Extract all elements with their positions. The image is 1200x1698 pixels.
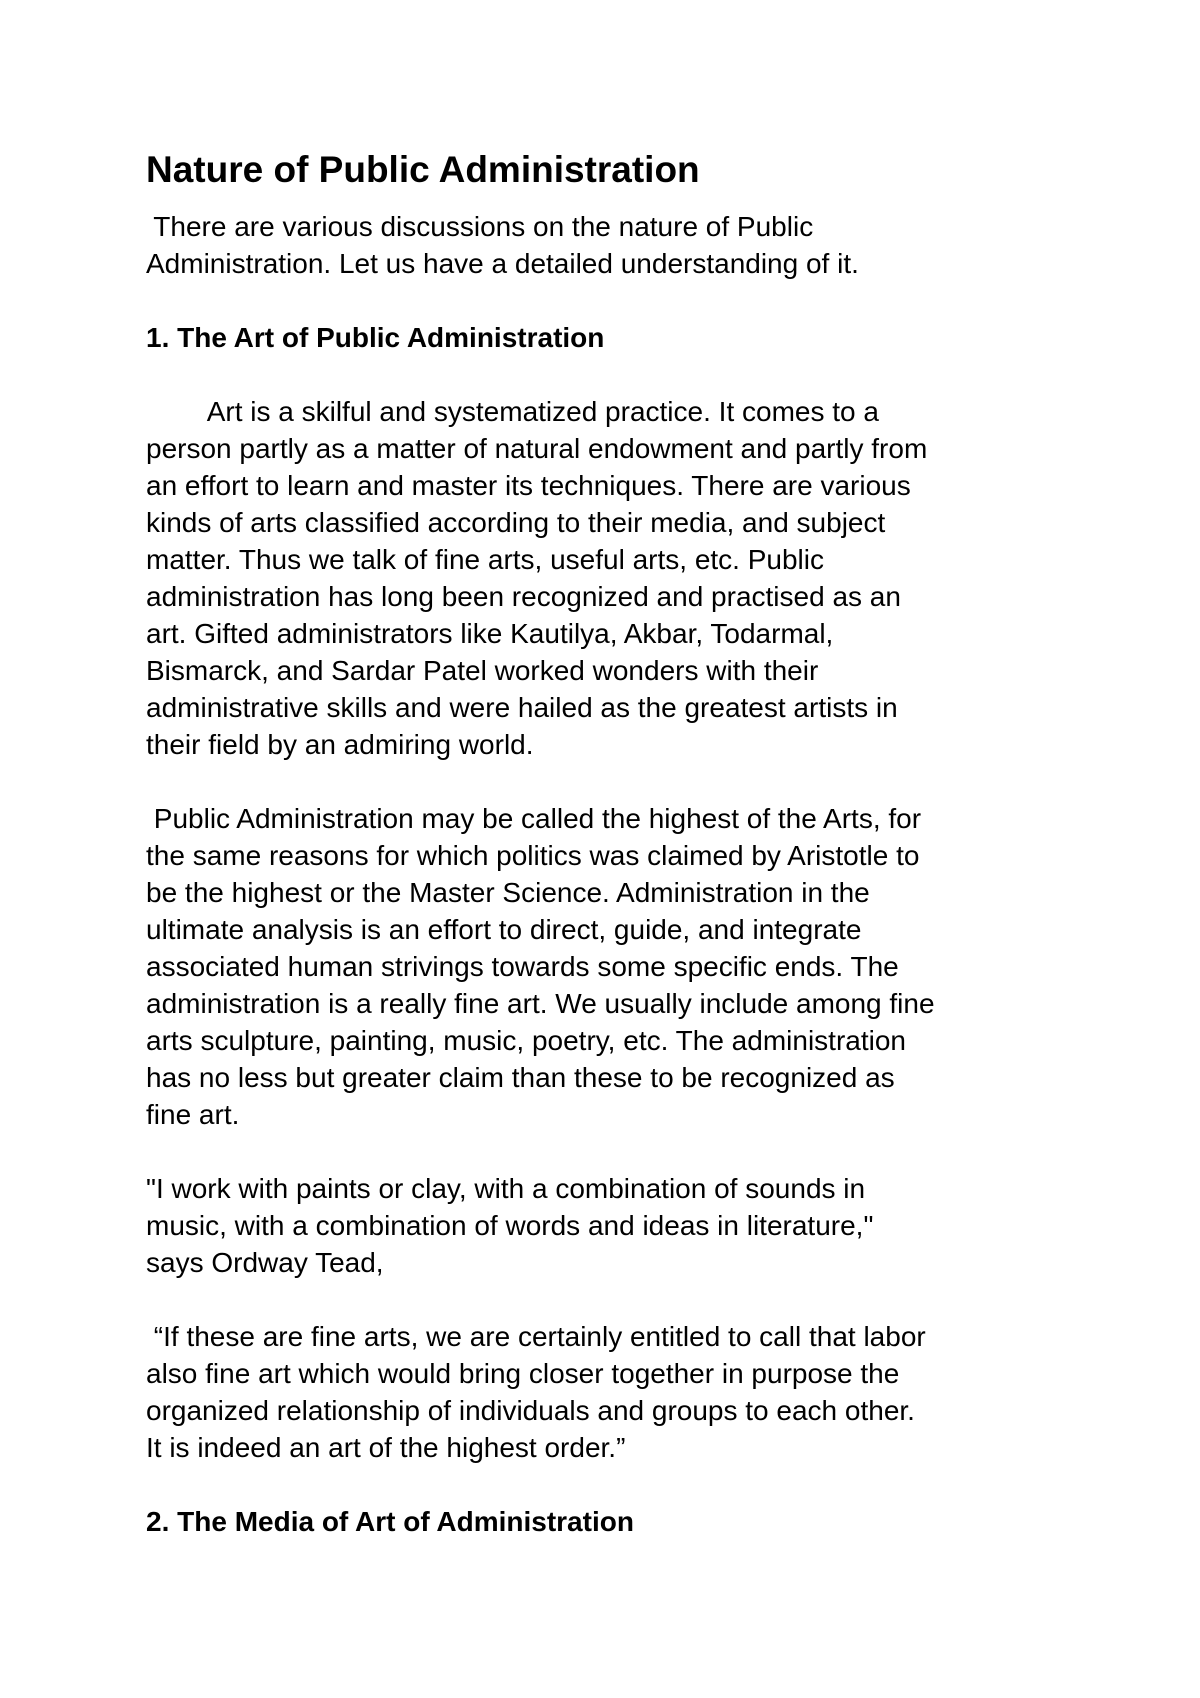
text-line: person partly as a matter of natural endowment and partly from [146,433,928,464]
document-body [146,146,1076,1540]
text-line: kinds of arts classified according to their media, and subject [146,507,886,538]
art-paragraph [146,393,1076,763]
text-line: also fine art which would bring closer together in purpose the [146,1358,900,1389]
section-heading-art: 1. The Art of Public Administration [146,322,605,353]
text-line: Public Administration may be called the highest of the Arts, for [146,803,922,834]
text-line: administration is a really fine art. We usually include among fine [146,988,935,1019]
text-line: music, with a combination of words and ideas in literature," [146,1210,874,1241]
text-line: associated human strivings towards some specific ends. The [146,951,899,982]
text-line: says Ordway Tead, [146,1247,384,1278]
text-line: Bismarck, and Sardar Patel worked wonders with their [146,655,819,686]
text-line: “If these are fine arts, we are certainly entitled to call that labor [146,1321,926,1352]
page-title: Nature of Public Administration [146,149,700,190]
text-line: administrative skills and were hailed as the greatest artists in [146,692,898,723]
text-line: There are various discussions on the nature of Public [146,211,814,242]
text-line: Administration. Let us have a detailed understanding of it. [146,248,859,279]
text-line: art. Gifted administrators like Kautilya, Akbar, Todarmal, [146,618,834,649]
text-line: the same reasons for which politics was claimed by Aristotle to [146,840,920,871]
text-line: arts sculpture, painting, music, poetry, etc. The administration [146,1025,906,1056]
text-line: organized relationship of individuals and groups to each other. [146,1395,915,1426]
text-line: It is indeed an art of the highest order.” [146,1432,626,1463]
text-line: an effort to learn and master its techniques. There are various [146,470,911,501]
section-heading-media: 2. The Media of Art of Administration [146,1506,634,1537]
text-line: "I work with paints or clay, with a combination of sounds in [146,1173,866,1204]
highest-art-paragraph [146,800,1076,1133]
text-line: ultimate analysis is an effort to direct, guide, and integrate [146,914,862,945]
fine-art-quote-paragraph [146,1318,1076,1466]
intro-paragraph [146,208,1076,282]
text-line: has no less but greater claim than these to be recognized as [146,1062,895,1093]
tead-quote-paragraph [146,1170,1076,1281]
text-line: matter. Thus we talk of fine arts, useful arts, etc. Public [146,544,825,575]
text-line: be the highest or the Master Science. Administration in the [146,877,870,908]
text-line: their field by an admiring world. [146,729,534,760]
text-line: Art is a skilful and systematized practice. It comes to a [146,396,879,427]
text-line: fine art. [146,1099,240,1130]
text-line: administration has long been recognized and practised as an [146,581,901,612]
